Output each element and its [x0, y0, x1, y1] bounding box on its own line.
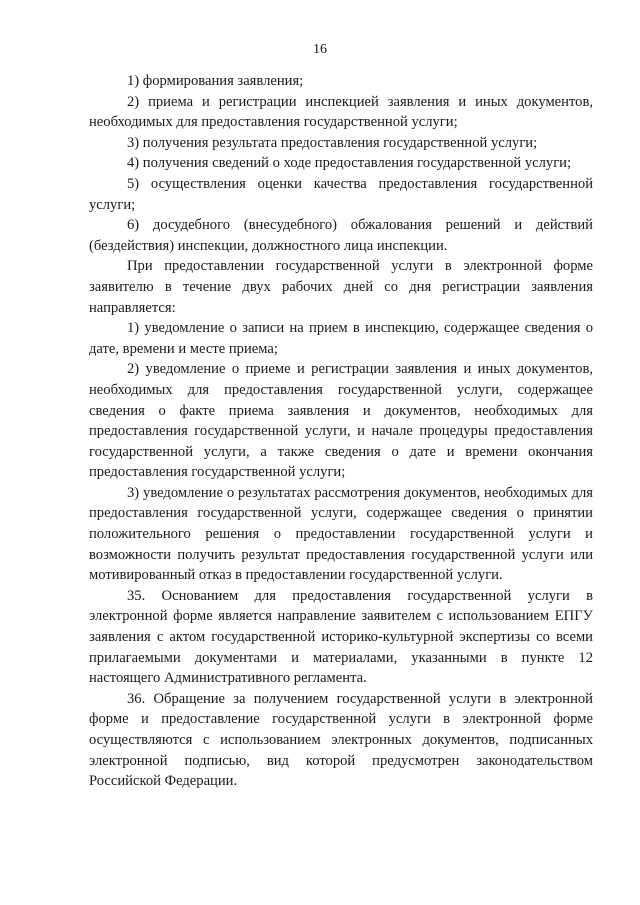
paragraph: 6) досудебного (внесудебного) обжалования решений и действий (бездействия) инспекции, должностного лица инспекции.: [89, 217, 593, 254]
paragraph: 1) формирования заявления;: [127, 73, 304, 89]
paragraph: 4) получения сведений о ходе предоставления государственной услуги;: [127, 155, 572, 172]
paragraph: 5) осуществления оценки качества предоставления государственной услуги;: [89, 175, 593, 213]
paragraph: 36. Обращение за получением государственной услуги в электронной форме и предоставление государственной услуги в электронной форме осуществляются с использованием электронных документов, подписанных электронной подписью, вид которой предусмотрен законодательством Российской Федерации.: [89, 690, 593, 790]
paragraph: 2) приема и регистрации инспекцией заявления и иных документов, необходимых для предоставления государственной услуги;: [89, 93, 593, 131]
paragraph: 35. Основанием для предоставления государственной услуги в электронной форме является направление заявителем с использованием ЕПГУ заявления с актом государственной историко-культурной экспертизы со всеми прилагаемыми документами и материалами, указанными в пункте 12 настоящего Административного регламента.: [89, 587, 593, 687]
paragraph: 2) уведомление о приеме и регистрации заявления и иных документов, необходимых для предоставления государственной услуги, содержащее сведения о факте приема заявления и документов, необходимых для предоставления государственной услуги, и начале процедуры предоставления государственной услуги, а также сведения о дате и времени окончания предоставления государственной услуги;: [89, 361, 593, 481]
paragraph: 1) уведомление о записи на прием в инспекцию, содержащее сведения о дате, времени и месте приема;: [89, 320, 593, 357]
page-number: 16: [313, 42, 327, 57]
document-body: [89, 71, 593, 792]
paragraph: 3) получения результата предоставления государственной услуги;: [127, 134, 538, 151]
paragraph: 3) уведомление о результатах рассмотрения документов, необходимых для предоставления государственной услуги, содержащее сведения о принятии положительного решения о предоставлении государственной услуги и возможности получить результат предоставления государственной услуги или мотивированный отказ в предоставлении государственной услуги.: [89, 484, 593, 584]
paragraph: При предоставлении государственной услуги в электронной форме заявителю в течение двух рабочих дней со дня регистрации заявления направляется:: [89, 258, 593, 316]
